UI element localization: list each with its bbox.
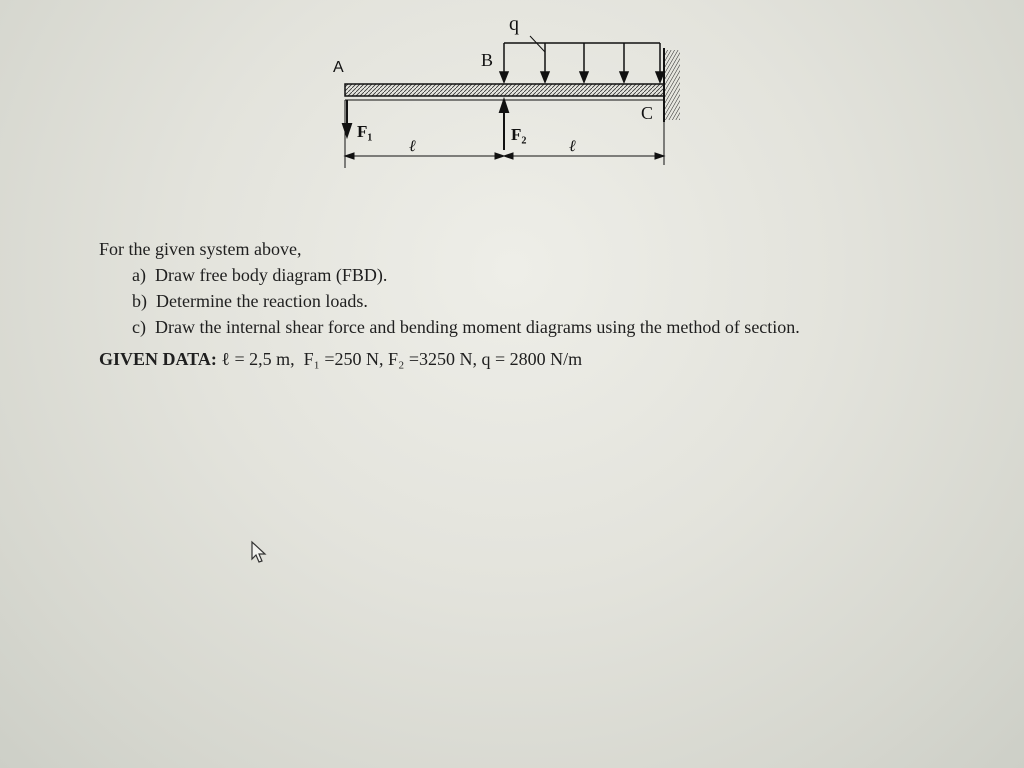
label-a: A (333, 59, 344, 76)
label-q: q (509, 13, 519, 35)
label-c: C (641, 103, 654, 123)
task-b: b) Determine the reaction loads. (132, 291, 368, 311)
given-data-values: ℓ = 2,5 m, F₁ =250 N, F₂ =3250 N, q = 2800 N/m (216, 349, 583, 369)
task-c: c) Draw the internal shear force and bending moment diagrams using the method of section. (132, 317, 800, 337)
beam-diagram (0, 0, 1024, 200)
beam (345, 84, 664, 96)
problem-intro: For the given system above, (99, 239, 302, 259)
fixed-wall (664, 50, 680, 120)
label-f1: F₁ (357, 122, 373, 141)
label-length-1: ℓ (409, 136, 416, 155)
label-f2: F₂ (511, 125, 527, 144)
distributed-load (500, 36, 664, 82)
given-data (99, 348, 582, 370)
given-data-label: GIVEN DATA: (99, 349, 217, 369)
force-f1-arrow (343, 100, 351, 136)
label-length-2: ℓ (569, 136, 576, 155)
mouse-cursor-icon (250, 540, 272, 566)
force-f2-arrow (500, 100, 508, 150)
label-b: B (481, 50, 494, 70)
task-a: a) Draw free body diagram (FBD). (132, 265, 388, 285)
